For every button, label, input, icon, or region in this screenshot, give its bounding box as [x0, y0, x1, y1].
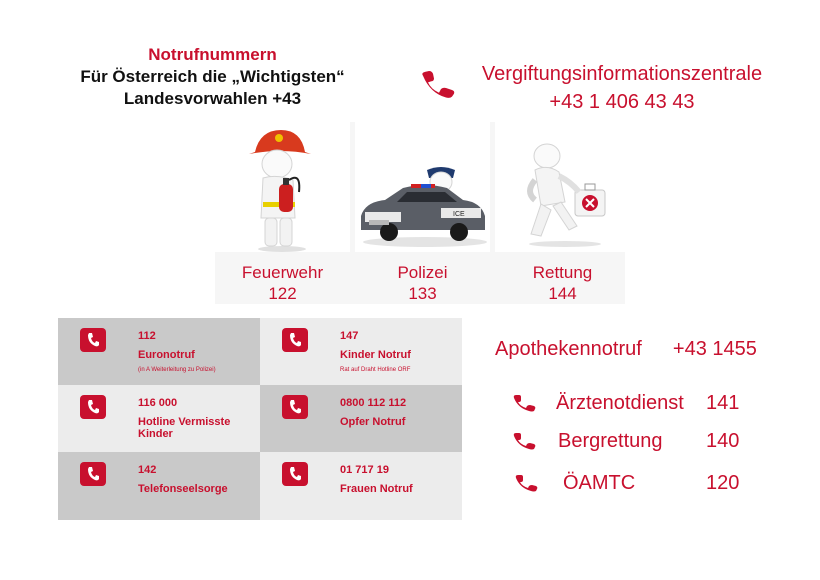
- service-name: Rettung: [532, 263, 593, 282]
- hotline-name: Opfer Notruf: [340, 416, 406, 428]
- service-number: 133: [408, 284, 437, 303]
- phone-icon: [512, 394, 546, 412]
- hotline-cell: [58, 452, 260, 520]
- phone-icon: [512, 432, 546, 450]
- hotline-number: 147: [340, 330, 359, 342]
- phone-icon: [413, 70, 463, 100]
- service-name: Polizei: [397, 263, 448, 282]
- poison-center: [462, 60, 782, 116]
- service-number: 122: [268, 284, 297, 303]
- hotline-name: Kinder Notruf: [340, 349, 411, 361]
- services-panel: [215, 122, 625, 304]
- row-name: ÖAMTC: [563, 472, 636, 494]
- service-feuerwehr: [215, 122, 350, 304]
- hotline-cell: [260, 452, 462, 520]
- paramedic-figure: [495, 122, 630, 252]
- hotline-grid: [58, 318, 462, 520]
- row-name: Ärztenotdienst: [556, 392, 684, 414]
- poison-center-name: Vergiftungsinformationszentrale: [481, 63, 763, 85]
- apotheke-number: +43 1455: [672, 338, 757, 360]
- apotheke-label: Apothekennotruf: [495, 338, 642, 360]
- hotline-number: 01 717 19: [340, 464, 389, 476]
- service-label: [495, 262, 630, 304]
- page-subtitle: Für Österreich die „Wichtigsten“: [80, 67, 345, 86]
- hotline-note: (in A Weiterleitung zu Polizei): [138, 367, 216, 373]
- hotline-cell: [260, 318, 462, 385]
- phone-icon: [80, 328, 106, 352]
- hotline-cell: [260, 385, 462, 452]
- row-name: Bergrettung: [558, 430, 663, 452]
- firefighter-figure: [215, 122, 350, 252]
- hotline-name: Euronotruf: [138, 349, 195, 361]
- phone-icon: [80, 462, 106, 486]
- phone-icon: [282, 328, 308, 352]
- service-polizei: [355, 122, 490, 304]
- row-number: 140: [706, 430, 740, 452]
- service-name: Feuerwehr: [241, 263, 324, 282]
- service-rettung: [495, 122, 630, 304]
- service-label: [355, 262, 490, 304]
- phone-icon: [80, 395, 106, 419]
- hotline-cell: [58, 318, 260, 385]
- hotline-number: 116 000: [138, 397, 178, 409]
- poison-center-number: +43 1 406 43 43: [549, 91, 695, 113]
- police-car-figure: [355, 122, 490, 252]
- apotheke-row: [495, 338, 757, 361]
- hotline-number: 142: [138, 464, 157, 476]
- hotline-note: Rat auf Draht Hotline ORF: [340, 367, 411, 373]
- hotline-cell: [58, 385, 260, 452]
- header: [60, 44, 365, 110]
- svg-text:ICE: ICE: [453, 211, 465, 218]
- service-label: [215, 262, 350, 304]
- page-title: Notrufnummern: [148, 45, 277, 64]
- prefix-line: Landesvorwahlen +43: [123, 89, 302, 108]
- hotline-number: 0800 112 112: [340, 397, 407, 409]
- row-number: 141: [706, 392, 740, 414]
- hotline-number: 112: [138, 330, 156, 342]
- hotline-name: Telefonseelsorge: [138, 483, 228, 495]
- phone-icon: [514, 474, 548, 492]
- phone-icon: [282, 395, 308, 419]
- service-number: 144: [548, 284, 577, 303]
- row-number: 120: [706, 472, 740, 494]
- hotline-name: Hotline Vermisste Kinder: [138, 416, 231, 440]
- phone-icon: [282, 462, 308, 486]
- hotline-name: Frauen Notruf: [340, 483, 413, 495]
